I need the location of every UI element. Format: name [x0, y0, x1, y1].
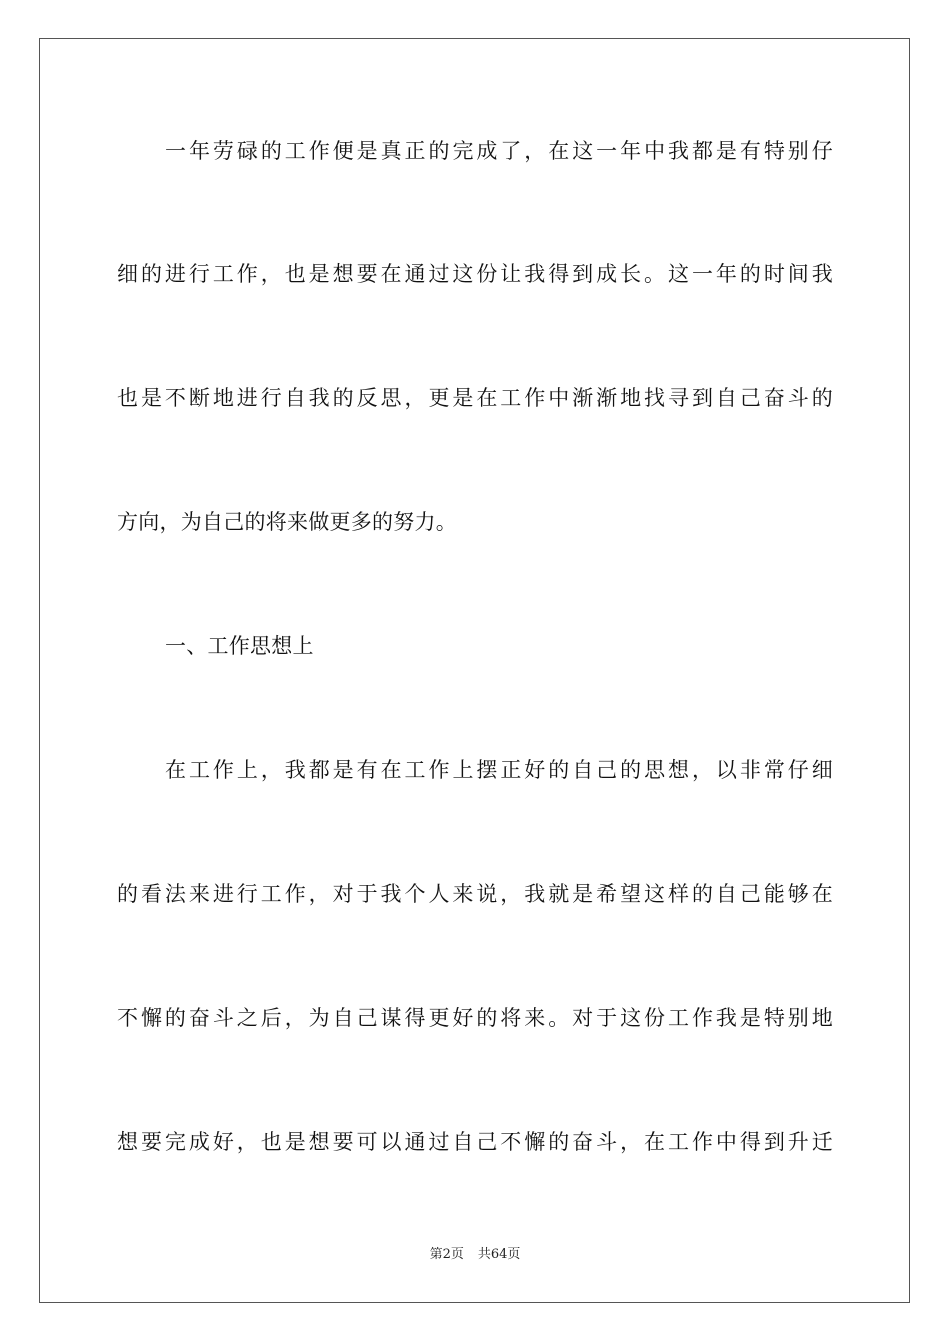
paragraph-1-line-2: 细的进行工作，也是想要在通过这份让我得到成长。这一年的时间我: [117, 262, 833, 286]
section-heading: 一、工作思想上: [165, 634, 314, 658]
paragraph-2-line-4: 想要完成好，也是想要可以通过自己不懈的奋斗，在工作中得到升迁: [117, 1130, 833, 1154]
paragraph-2-line-3: 不懈的奋斗之后，为自己谋得更好的将来。对于这份工作我是特别地: [117, 1006, 833, 1030]
page-footer: [0, 1246, 950, 1264]
paragraph-2-line-2: 的看法来进行工作，对于我个人来说，我就是希望这样的自己能够在: [117, 882, 833, 906]
paragraph-1-line-3: 也是不断地进行自我的反思，更是在工作中渐渐地找寻到自己奋斗的: [117, 386, 833, 410]
paragraph-1-line-1: 一年劳碌的工作便是真正的完成了，在这一年中我都是有特别仔: [165, 139, 833, 163]
page-number: 第2页: [429, 1247, 464, 1262]
paragraph-1-line-4: 方向，为自己的将来做更多的努力。: [117, 510, 457, 534]
page-total: 共64页: [477, 1247, 521, 1262]
paragraph-2-line-1: 在工作上，我都是有在工作上摆正好的自己的思想，以非常仔细: [165, 758, 833, 782]
page-border: [39, 38, 910, 1303]
